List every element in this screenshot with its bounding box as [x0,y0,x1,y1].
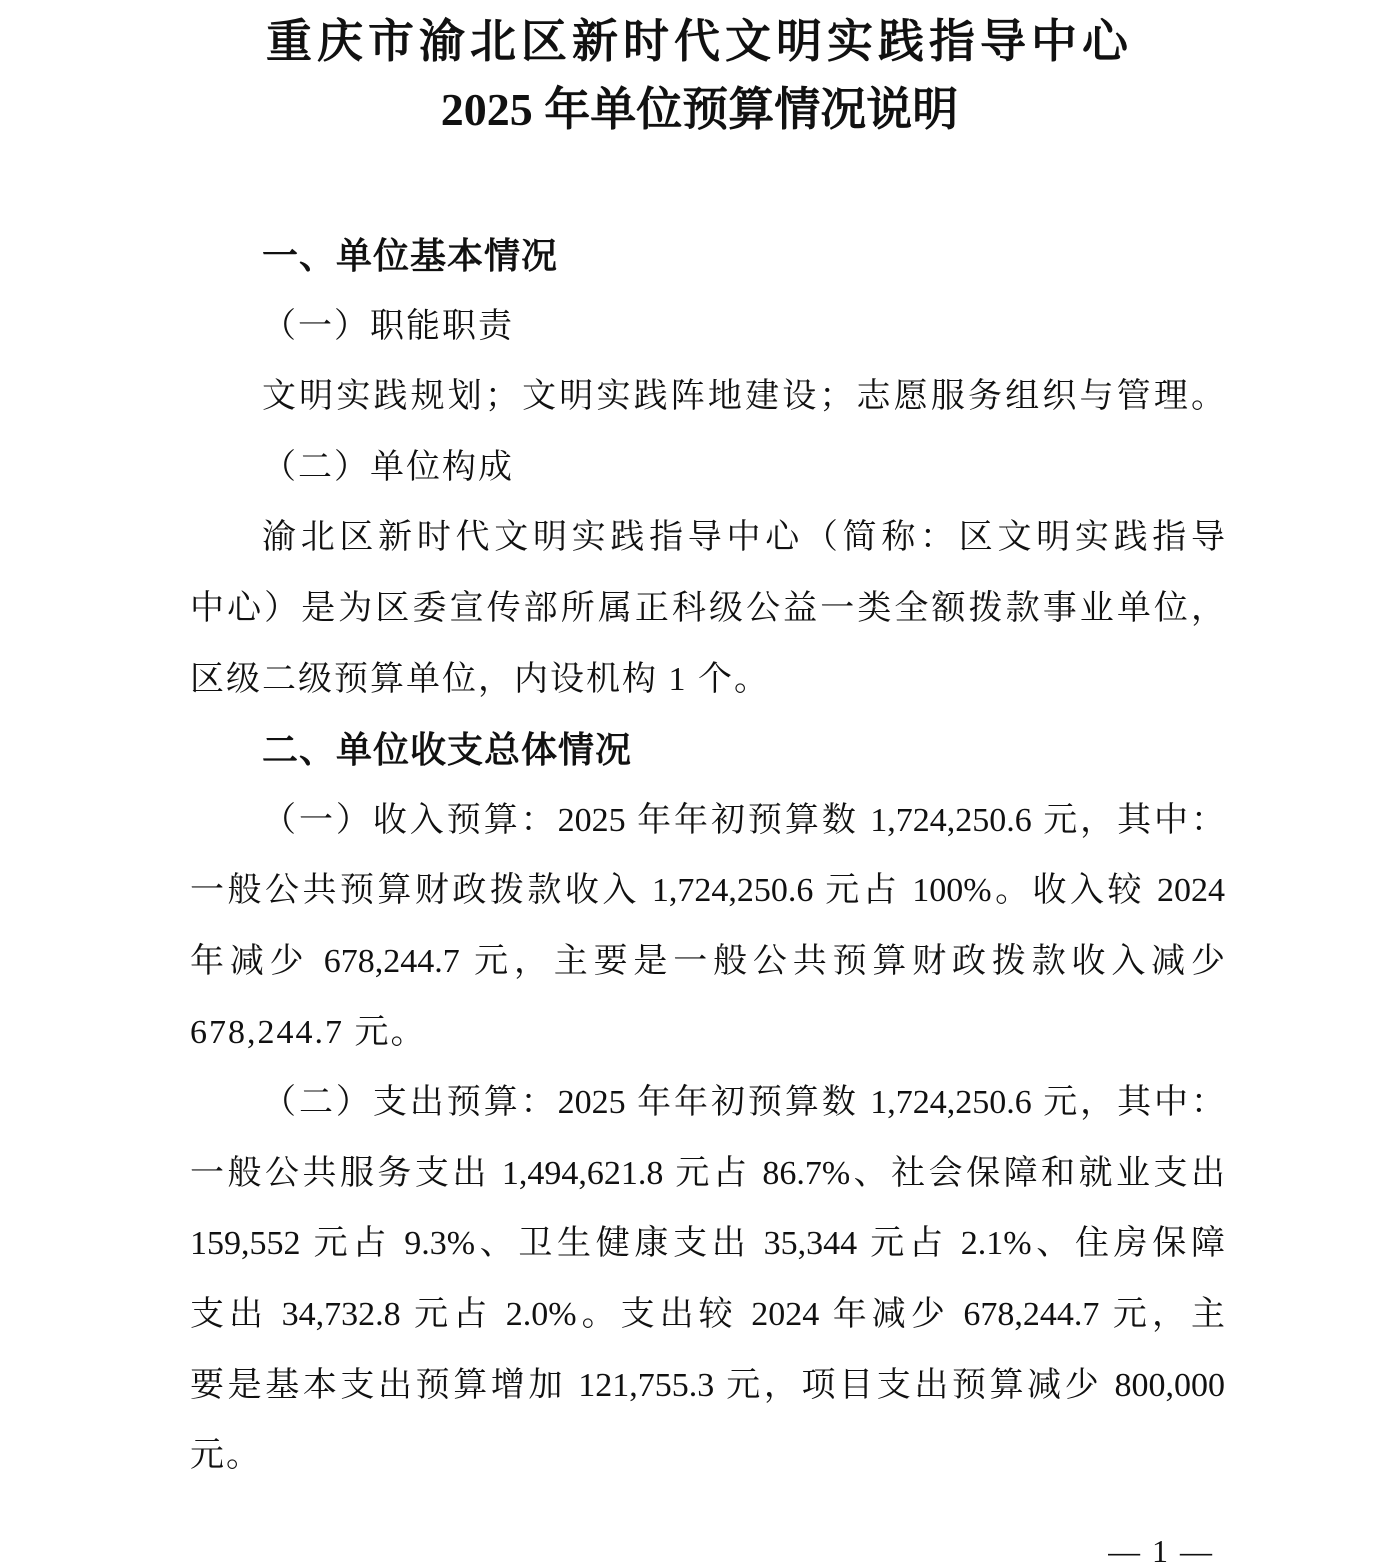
functions-text: 文明实践规划；文明实践阵地建设；志愿服务组织与管理。 [262,378,1225,416]
functions-heading: （一）职能职责 [262,307,514,345]
expenditure-line: 一般公共服务支出 1,494,621.8 元占 86.7%、社会保障和就业支出 [190,1154,1225,1192]
composition-line: 渝北区新时代文明实践指导中心（简称：区文明实践指导 [262,519,1225,557]
composition-line: 中心）是为区委宣传部所属正科级公益一类全额拨款事业单位， [190,589,1225,627]
expenditure-line: （二）支出预算：2025 年年初预算数 1,724,250.6 元，其中： [262,1084,1225,1122]
expenditure-line: 支出 34,732.8 元占 2.0%。支出较 2024 年减少 678,244.7 元，主 [190,1295,1225,1333]
income-line: 年减少 678,244.7 元，主要是一般公共预算财政拨款收入减少 [190,942,1225,980]
document-title [0,8,1399,144]
composition-line: 区级二级预算单位，内设机构 1 个。 [190,660,770,698]
section-2-heading: 二、单位收支总体情况 [262,730,633,771]
expenditure-line: 要是基本支出预算增加 121,755.3 元，项目支出预算减少 800,000 [190,1366,1225,1404]
income-line: 678,244.7 元。 [190,1013,427,1051]
composition-heading: （二）单位构成 [262,448,514,486]
section-1-heading: 一、单位基本情况 [262,236,559,276]
expenditure-line: 元。 [190,1437,262,1475]
title-line-1: 重庆市渝北区新时代文明实践指导中心 [266,16,1133,67]
income-line: 一般公共预算财政拨款收入 1,724,250.6 元占 100%。收入较 2024 [190,872,1225,910]
document-body [190,221,1225,1492]
title-line-2: 2025 年单位预算情况说明 [440,84,959,135]
expenditure-line: 159,552 元占 9.3%、卫生健康支出 35,344 元占 2.1%、住房保障 [190,1225,1225,1263]
income-line: （一）收入预算：2025 年年初预算数 1,724,250.6 元，其中： [262,801,1225,839]
page-number: — 1 — [1108,1536,1214,1566]
